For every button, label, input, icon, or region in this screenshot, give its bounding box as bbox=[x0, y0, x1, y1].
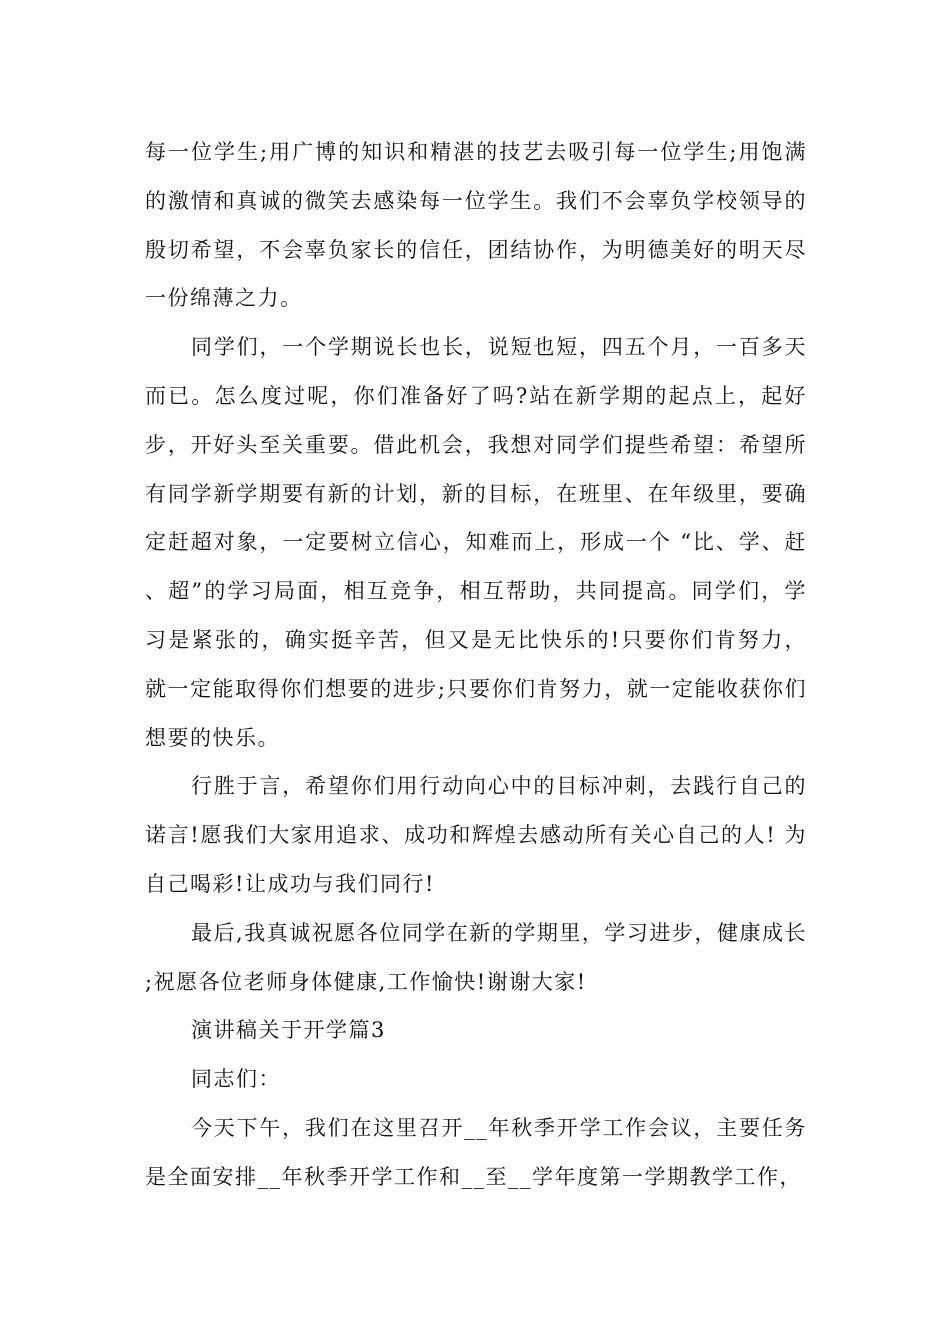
paragraph-action: 行胜于言，希望你们用行动向心中的目标冲刺，去践行自己的诺言!愿我们大家用追求、成功和辉煌去感动所有关心自己的人! 为自己喝彩!让成功与我们同行! bbox=[145, 774, 807, 896]
paragraph-closing-wishes: 最后,我真诚祝愿各位同学在新的学期里，学习进步，健康成长;祝愿各位老师身体健康,工作愉快!谢谢大家! bbox=[145, 920, 807, 994]
document-body bbox=[145, 128, 807, 1202]
paragraph-semester-hopes: 同学们，一个学期说长也长，说短也短，四五个月，一百多天而已。怎么度过呢，你们准备好了吗?站在新学期的起点上，起好步，开好头至关重要。借此机会，我想对同学们提些希望：希望所有同学新学期要有新的计划，新的目标，在班里、在年级里，要确定赶超对象，一定要树立信心，知难而上，形成一个 “比、学、赶、超”的学习局面，相互竞争，相互帮助，共同提高。同学们，学习是紧张的，确实挺辛苦，但又是无比快乐的!只要你们肯努力，就一定能取得你们想要的进步;只要你们肯努力，就一定能收获你们想要的快乐。 bbox=[145, 335, 807, 750]
salutation: 同志们： bbox=[191, 1067, 281, 1092]
section-heading: 演讲稿关于开学篇3 bbox=[191, 1018, 386, 1043]
paragraph-meeting-intro: 今天下午，我们在这里召开__年秋季开学工作会议，主要任务是全面安排__年秋季开学工作和__至__学年度第一学期教学工作， bbox=[145, 1115, 807, 1189]
paragraph-teachers-pledge: 每一位学生;用广博的知识和精湛的技艺去吸引每一位学生;用饱满的激情和真诚的微笑去感染每一位学生。我们不会辜负学校领导的殷切希望，不会辜负家长的信任，团结协作，为明德美好的明天尽一份绵薄之力。 bbox=[145, 140, 807, 311]
